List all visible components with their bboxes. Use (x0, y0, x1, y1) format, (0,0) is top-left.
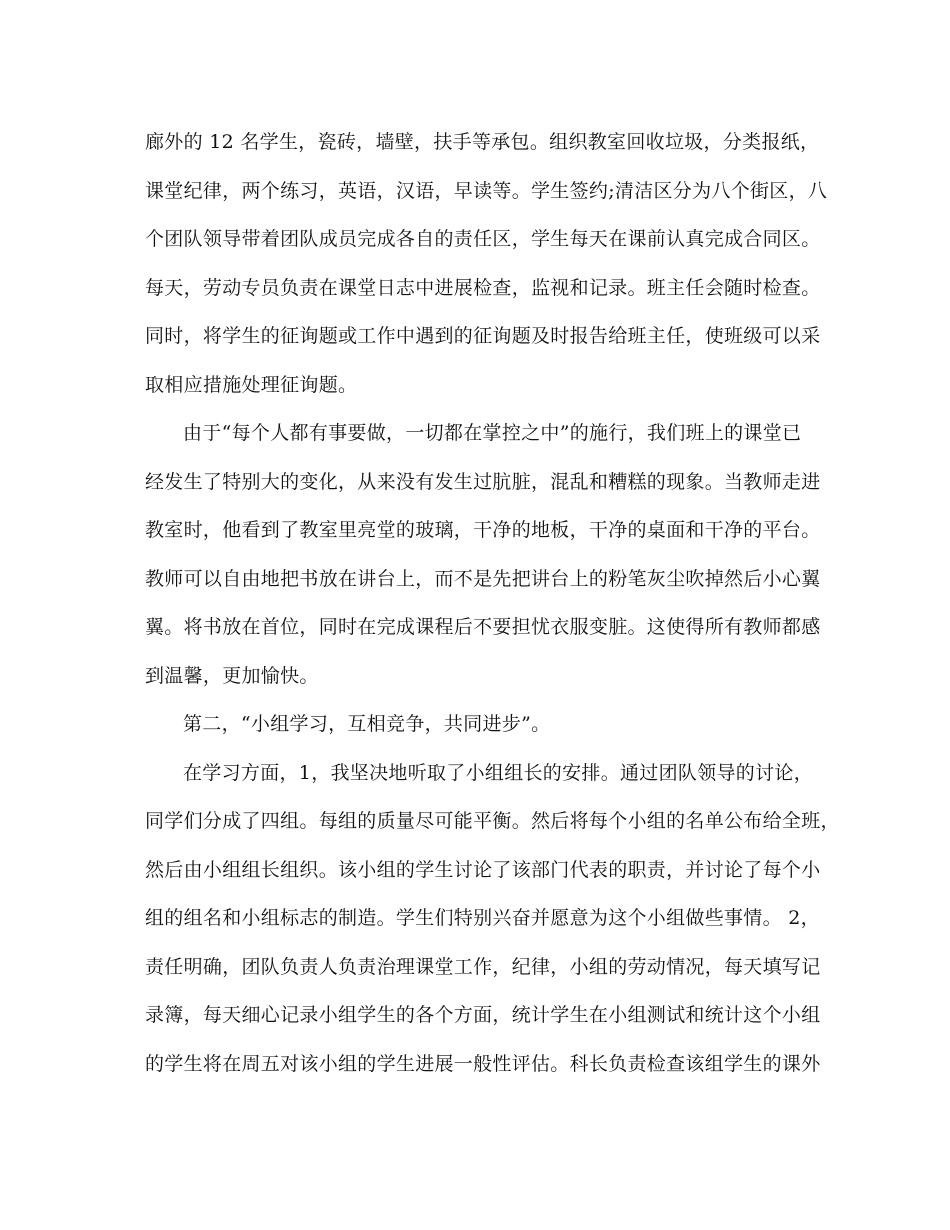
text-line: 组的组名和小组标志的制造。学生们特别兴奋并愿意为这个小组做些事情。 2， (145, 907, 820, 929)
text-line: 责任明确，团队负责人负责治理课堂工作，纪律，小组的劳动情况，每天填写记 (145, 955, 821, 978)
paragraph-start-line: 在学习方面，1，我坚决地听取了小组组长的安排。通过团队领导的讨论， (183, 761, 813, 784)
text-line: 个团队领导带着团队成员完成各自的责任区，学生每天在课前认真完成合同区。 (145, 228, 821, 250)
text-line: 的学生将在周五对该小组的学生进展一般性评估。科长负责检查该组学生的课外 (145, 1052, 821, 1075)
text-line: 翼。将书放在首位，同时在完成课程后不要担忧衣服变脏。这使得所有教师都感 (145, 616, 821, 638)
text-line: 同时，将学生的征询题或工作中遇到的征询题及时报告给班主任，使班级可以采 (145, 325, 821, 347)
text-line: 廊外的 12 名学生，瓷砖，墙壁，扶手等承包。组织教室回收垃圾，分类报纸， (145, 131, 820, 153)
text-line: 录簿，每天细心记录小组学生的各个方面，统计学生在小组测试和统计这个小组 (145, 1004, 821, 1026)
text-line: 取相应措施处理征询题。 (145, 373, 358, 396)
paragraph-start-line: 由于“每个人都有事要做，一切都在掌控之中”的施行，我们班上的课堂已 (183, 422, 802, 444)
text-line: 到温馨，更加愉快。 (145, 664, 319, 687)
text-line: 教室时，他看到了教室里亮堂的玻璃，干净的地板，干净的桌面和干净的平台。 (145, 519, 821, 541)
text-line: 课堂纪律，两个练习，英语，汉语，早读等。学生签约;清洁区分为八个街区，八 (145, 179, 828, 202)
text-line: 同学们分成了四组。每组的质量尽可能平衡。然后将每个小组的名单公布给全班， (145, 810, 840, 832)
text-line: 每天，劳动专员负责在课堂日志中进展检查，监视和记录。班主任会随时检查。 (145, 276, 821, 299)
text-line: 然后由小组组长组织。该小组的学生讨论了该部门代表的职责，并讨论了每个小 (145, 858, 821, 881)
text-line: 教师可以自由地把书放在讲台上，而不是先把讲台上的粉笔灰尘吹掉然后小心翼 (145, 567, 821, 590)
section-heading-line: 第二，“小组学习，互相竞争，共同进步”。 (183, 713, 551, 735)
text-line: 经发生了特别大的变化，从来没有发生过肮脏，混乱和糟糕的现象。当教师走进 (145, 470, 821, 493)
document-body (145, 122, 840, 1092)
